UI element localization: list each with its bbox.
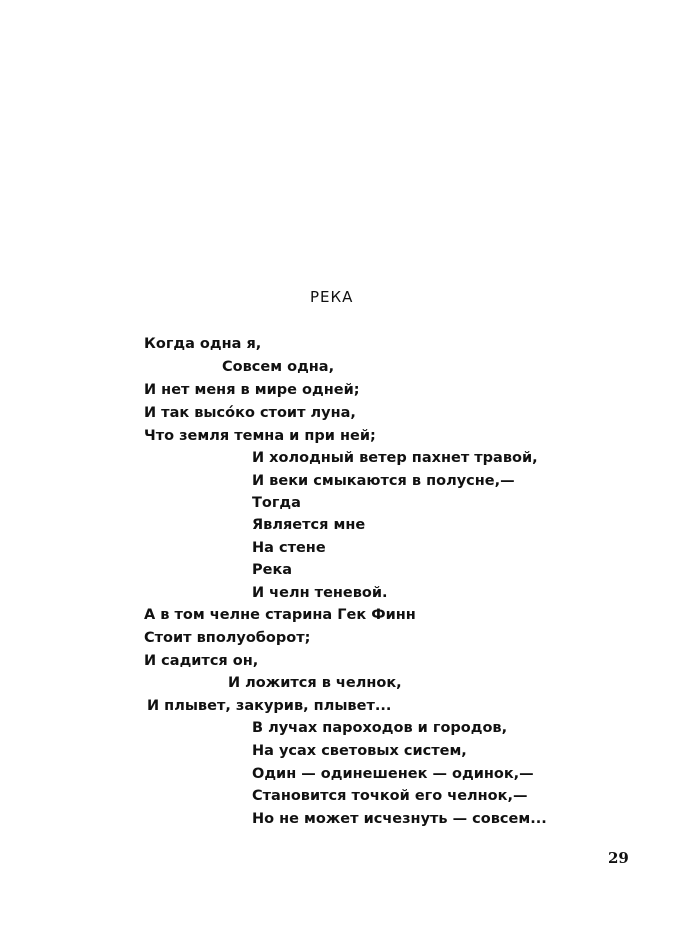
poem-line-7: И веки смыкаются в полусне,— [252,473,515,489]
poem-line-22: Но не может исчезнуть — совсем... [252,811,547,827]
poem-line-20: Один — одинешенек — одинок,— [252,766,534,782]
poem-line-5: Что земля темна и при ней; [144,428,376,444]
poem-line-4: И так высóко стоит луна, [144,405,356,421]
poem-line-10: На стене [252,540,326,556]
poem-line-8: Тогда [252,495,301,511]
poem-line-9: Является мне [252,517,366,533]
poem-line-1: Когда одна я, [144,336,262,352]
poem-line-14: Стоит вполуоборот; [144,630,311,646]
page-number: 29 [608,849,629,867]
poem-line-3: И нет меня в мире одней; [144,382,360,398]
poem-line-17: И плывет, закурив, плывет... [147,698,392,714]
poem-line-12: И челн теневой. [252,585,388,601]
poem-line-19: На усах световых систем, [252,743,467,759]
poem-line-11: Река [252,562,293,578]
poem-line-16: И ложится в челнок, [228,675,402,691]
page-title: РЕКА [310,288,354,306]
poem-line-6: И холодный ветер пахнет травой, [252,450,538,466]
poem-line-2: Совсем одна, [222,359,335,375]
poem-line-15: И садится он, [144,653,259,669]
poem-line-13: А в том челне старина Гек Финн [144,607,416,623]
poem-line-21: Становится точкой его челнок,— [252,788,528,804]
poem-line-18: В лучах пароходов и городов, [252,720,508,736]
